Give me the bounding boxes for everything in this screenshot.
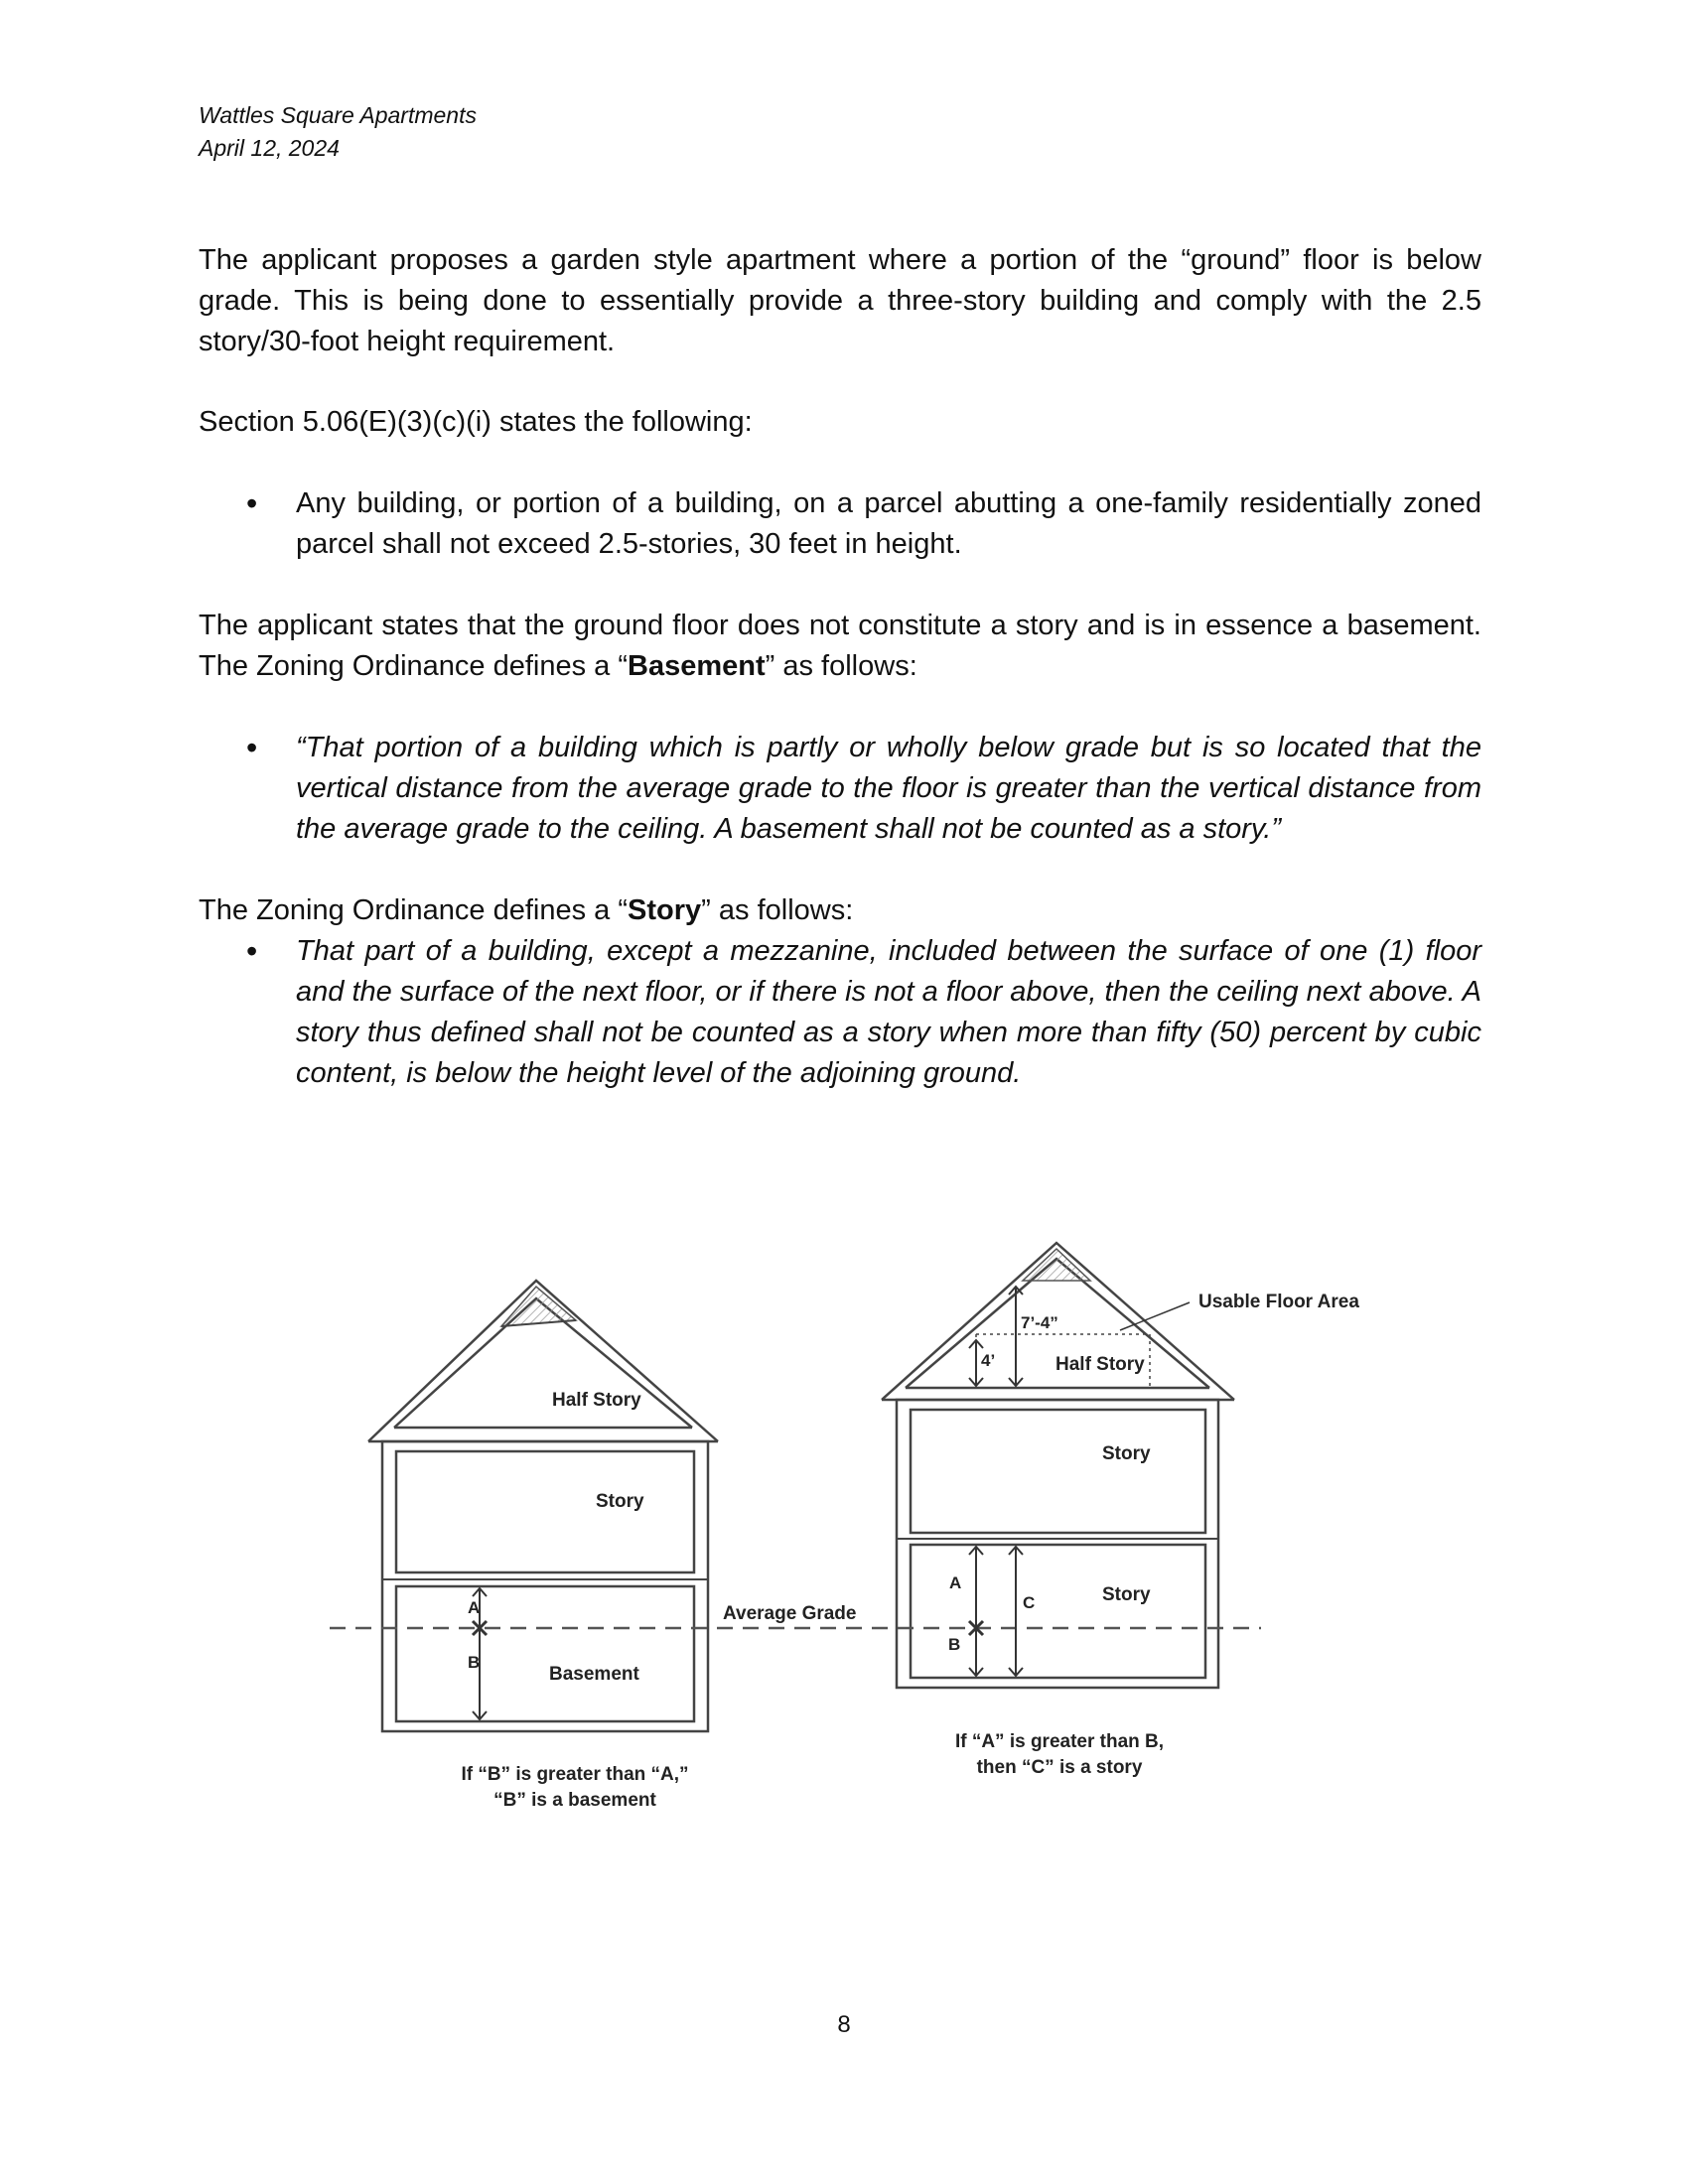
bullet-text: “That portion of a building which is partly or wholly below grade but is so located that the vertical distance from the average grade to the floor is greater than the vertical distance from the average grade to the ceiling. A basement shall not be counted as a story.” (296, 732, 1481, 845)
left-story-label: Story (596, 1491, 644, 1512)
page-number: 8 (837, 2011, 851, 2038)
right-lower-story-box (911, 1545, 1205, 1678)
intro-paragraph: The applicant proposes a garden style apartment where a portion of the “ground” floor is below grade. This is being done to essentially provide a three-story building and comply with the 2.5 story/30-foot height requirement. (199, 244, 1481, 357)
story-definition-intro (199, 890, 1481, 931)
left-label-b: B (468, 1653, 481, 1672)
right-house (882, 1243, 1234, 1688)
bullet-text: That part of a building, except a mezzanine, included between the surface of one (1) floor and the surface of the next floor, or if there is not a floor above, then the ceiling next above. A story thus defined shall not be counted as a story when more than fifty (50) percent by cubic content, is below the height level of the adjoining ground. (296, 935, 1481, 1089)
right-lower-story-label: Story (1102, 1584, 1151, 1605)
bullet-icon (246, 931, 296, 974)
section-reference-paragraph: Section 5.06(E)(3)(c)(i) states the following: (199, 406, 753, 438)
height-requirement-bullet (246, 483, 1481, 565)
right-half-story-label: Half Story (1055, 1354, 1145, 1375)
right-caption-line2: then “C” is a story (976, 1757, 1143, 1778)
basement-definition-bullet (246, 728, 1481, 850)
story-intro-suffix: ” as follows: (701, 894, 854, 926)
basement-intro-suffix: ” as follows: (765, 650, 917, 682)
bullet-icon (246, 483, 296, 526)
document-header (199, 99, 477, 165)
left-roof-peak-hatch (501, 1287, 576, 1326)
basement-definition-intro (199, 606, 1481, 687)
left-walls-outer (382, 1441, 708, 1731)
left-caption-line2: “B” is a basement (493, 1790, 656, 1811)
document-date: April 12, 2024 (199, 135, 340, 161)
dim-4-label: 4’ (981, 1351, 996, 1370)
left-basement-box (396, 1586, 694, 1721)
story-term: Story (628, 894, 702, 926)
left-story-box (396, 1451, 694, 1572)
project-name: Wattles Square Apartments (199, 102, 477, 128)
bullet-icon (246, 728, 296, 770)
usable-floor-area-label: Usable Floor Area (1198, 1292, 1359, 1312)
left-half-story-label: Half Story (552, 1390, 641, 1411)
left-dimensions (473, 1588, 487, 1719)
dim-7-4-label: 7’-4” (1021, 1313, 1058, 1332)
bullet-text: Any building, or portion of a building, on a parcel abutting a one-family residentially zoned parcel shall not exceed 2.5-stories, 30 feet in height. (296, 487, 1481, 560)
left-caption-line1: If “B” is greater than “A,” (461, 1764, 689, 1785)
left-basement-label: Basement (549, 1664, 639, 1685)
left-house (368, 1281, 718, 1731)
right-dimensions (969, 1287, 1190, 1676)
right-label-c: C (1023, 1593, 1036, 1612)
story-definition-bullet (246, 931, 1481, 1094)
basement-term: Basement (628, 650, 766, 682)
left-roof-outer (368, 1281, 718, 1441)
right-upper-story-box (911, 1410, 1205, 1533)
right-caption-line1: If “A” is greater than B, (954, 1731, 1165, 1752)
left-roof-inner (394, 1298, 692, 1428)
right-walls-outer (897, 1400, 1218, 1688)
right-upper-story-label: Story (1102, 1443, 1151, 1464)
right-roof-peak-hatch (1023, 1249, 1090, 1281)
right-roof-outer (882, 1243, 1234, 1400)
average-grade-label: Average Grade (723, 1603, 857, 1624)
story-intro-text: The Zoning Ordinance defines a “ (199, 894, 629, 926)
right-label-a: A (949, 1573, 962, 1592)
basement-intro-text: The applicant states that the ground floor does not constitute a story and is in essence a basement. The Zoning Ordinance defines a “ (199, 610, 1481, 682)
right-label-b: B (948, 1635, 961, 1654)
right-roof-inner (906, 1259, 1209, 1388)
left-label-a: A (468, 1598, 481, 1617)
